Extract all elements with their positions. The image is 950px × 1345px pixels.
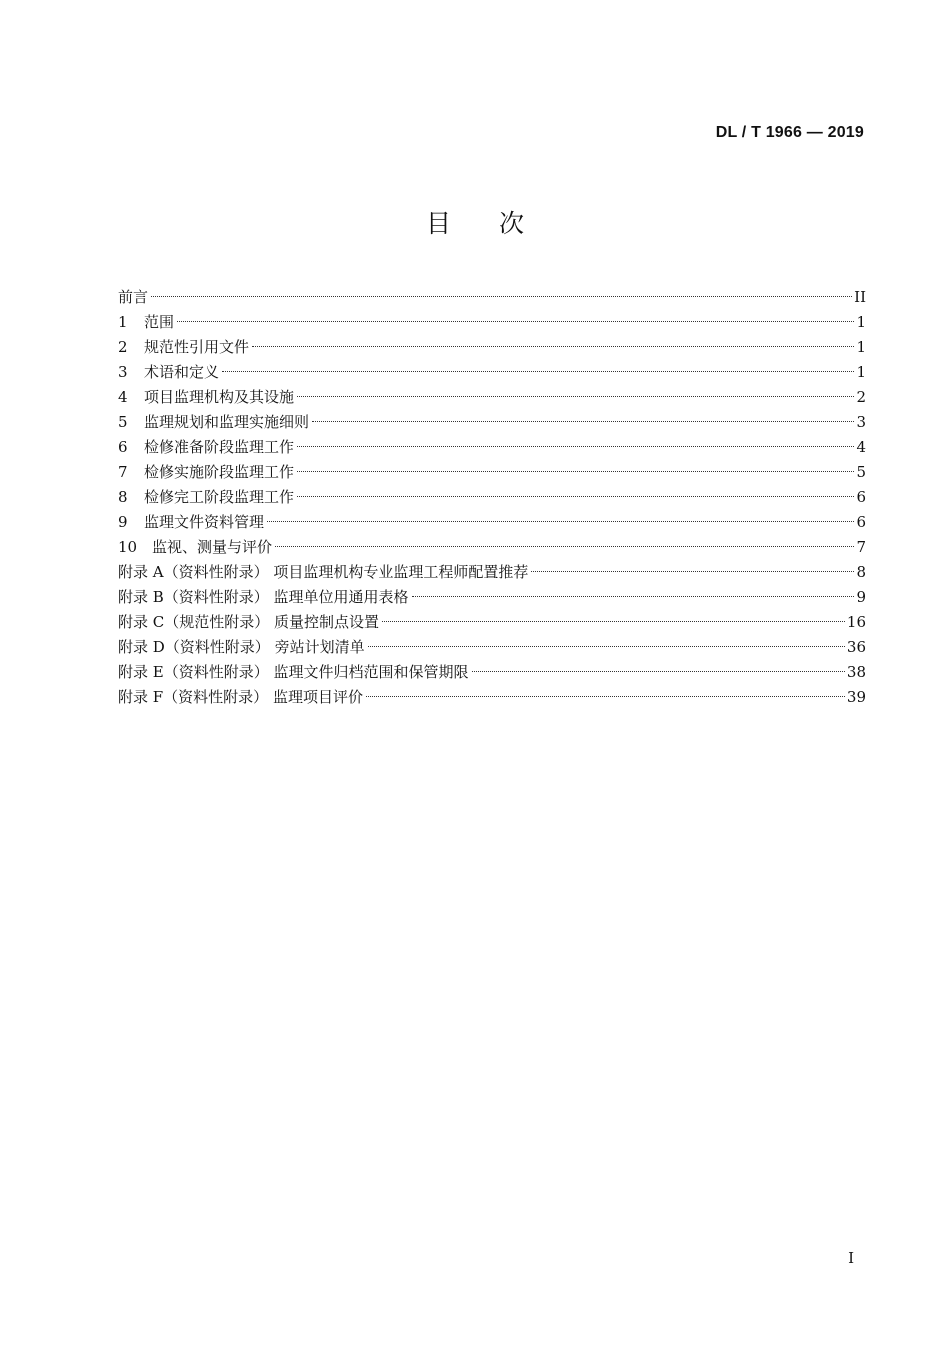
toc-entry-appendix-a[interactable] xyxy=(118,560,866,585)
toc-page-number: 1 xyxy=(856,338,866,356)
toc-entry-number: 9 xyxy=(118,513,128,531)
toc-entry-appendix-c[interactable] xyxy=(118,610,866,635)
toc-dot-leader xyxy=(297,471,854,472)
toc-entry-label: 监视、测量与评价 xyxy=(152,538,273,556)
toc-entry-label: 检修实施阶段监理工作 xyxy=(144,463,295,481)
toc-entry-8[interactable] xyxy=(118,485,866,510)
toc-entry-label: 附录 A（资料性附录） 项目监理机构专业监理工程师配置推荐 xyxy=(118,563,529,581)
toc-entry-appendix-f[interactable] xyxy=(118,685,866,710)
toc-entry-4[interactable] xyxy=(118,385,866,410)
toc-page-number: II xyxy=(854,288,866,306)
toc-page-number: 1 xyxy=(856,313,866,331)
toc-entry-number: 1 xyxy=(118,313,128,331)
toc-entry-number: 6 xyxy=(118,438,128,456)
toc-page-number: 8 xyxy=(856,563,866,581)
toc-entry-appendix-e[interactable] xyxy=(118,660,866,685)
title-char-1: 目 xyxy=(425,209,451,238)
page-title xyxy=(0,204,950,240)
toc-dot-leader xyxy=(267,521,854,522)
toc-entry-label: 附录 C（规范性附录） 质量控制点设置 xyxy=(118,613,380,631)
toc-entry-label: 前言 xyxy=(118,288,149,306)
toc-entry-number: 5 xyxy=(118,413,128,431)
toc-entry-foreword[interactable] xyxy=(118,285,866,310)
toc-page-number: 4 xyxy=(856,438,866,456)
toc-entry-2[interactable] xyxy=(118,335,866,360)
toc-entry-label: 监理规划和监理实施细则 xyxy=(144,413,310,431)
toc-entry-label: 监理文件资料管理 xyxy=(144,513,265,531)
toc-entry-label: 检修完工阶段监理工作 xyxy=(144,488,295,506)
toc-page-number: 36 xyxy=(846,638,866,656)
toc-page-number: 3 xyxy=(856,413,866,431)
toc-page-number: 1 xyxy=(856,363,866,381)
toc-entry-appendix-b[interactable] xyxy=(118,585,866,610)
toc-entry-number: 3 xyxy=(118,363,128,381)
toc-entry-label: 附录 F（资料性附录） 监理项目评价 xyxy=(118,688,363,706)
toc-entry-3[interactable] xyxy=(118,360,866,385)
toc-entry-label: 规范性引用文件 xyxy=(144,338,250,356)
toc-dot-leader xyxy=(412,596,855,597)
toc-page-number: 9 xyxy=(856,588,866,606)
toc-dot-leader xyxy=(472,671,845,672)
toc-dot-leader xyxy=(151,296,852,297)
toc-entry-6[interactable] xyxy=(118,435,866,460)
toc-entry-number: 4 xyxy=(118,388,128,406)
toc-entry-10[interactable] xyxy=(118,535,866,560)
toc-entry-label: 检修准备阶段监理工作 xyxy=(144,438,295,456)
toc-entry-appendix-d[interactable] xyxy=(118,635,866,660)
toc-entry-label: 附录 B（资料性附录） 监理单位用通用表格 xyxy=(118,588,409,606)
toc-page-number: 6 xyxy=(856,488,866,506)
toc-dot-leader xyxy=(297,496,854,497)
toc-entry-7[interactable] xyxy=(118,460,866,485)
toc-entry-number: 7 xyxy=(118,463,128,481)
title-char-2: 次 xyxy=(499,209,525,238)
toc-entry-1[interactable] xyxy=(118,310,866,335)
toc-page-number: 5 xyxy=(856,463,866,481)
toc-dot-leader xyxy=(252,346,854,347)
toc-page-number: 7 xyxy=(856,538,866,556)
toc-dot-leader xyxy=(222,371,854,372)
toc-dot-leader xyxy=(297,396,854,397)
toc-dot-leader xyxy=(368,646,845,647)
toc-entry-label: 范围 xyxy=(144,313,175,331)
toc-page-number: 38 xyxy=(846,663,866,681)
toc-dot-leader xyxy=(312,421,854,422)
toc-entry-number: 10 xyxy=(118,538,138,556)
page-number: I xyxy=(848,1249,854,1267)
toc-dot-leader xyxy=(366,696,845,697)
toc-dot-leader xyxy=(297,446,854,447)
toc-dot-leader xyxy=(531,571,854,572)
toc-dot-leader xyxy=(275,546,854,547)
toc-entry-number: 8 xyxy=(118,488,128,506)
toc-page-number: 39 xyxy=(846,688,866,706)
toc-entry-label: 附录 D（资料性附录） 旁站计划清单 xyxy=(118,638,365,656)
toc-dot-leader xyxy=(382,621,845,622)
toc-entry-label: 项目监理机构及其设施 xyxy=(144,388,295,406)
toc-page-number: 6 xyxy=(856,513,866,531)
toc-page-number: 16 xyxy=(846,613,866,631)
table-of-contents xyxy=(118,285,866,710)
standard-number: DL / T 1966 — 2019 xyxy=(715,124,864,141)
toc-page-number: 2 xyxy=(856,388,866,406)
toc-entry-9[interactable] xyxy=(118,510,866,535)
toc-entry-label: 附录 E（资料性附录） 监理文件归档范围和保管期限 xyxy=(118,663,469,681)
toc-dot-leader xyxy=(177,321,854,322)
toc-entry-5[interactable] xyxy=(118,410,866,435)
toc-entry-number: 2 xyxy=(118,338,128,356)
toc-entry-label: 术语和定义 xyxy=(144,363,220,381)
